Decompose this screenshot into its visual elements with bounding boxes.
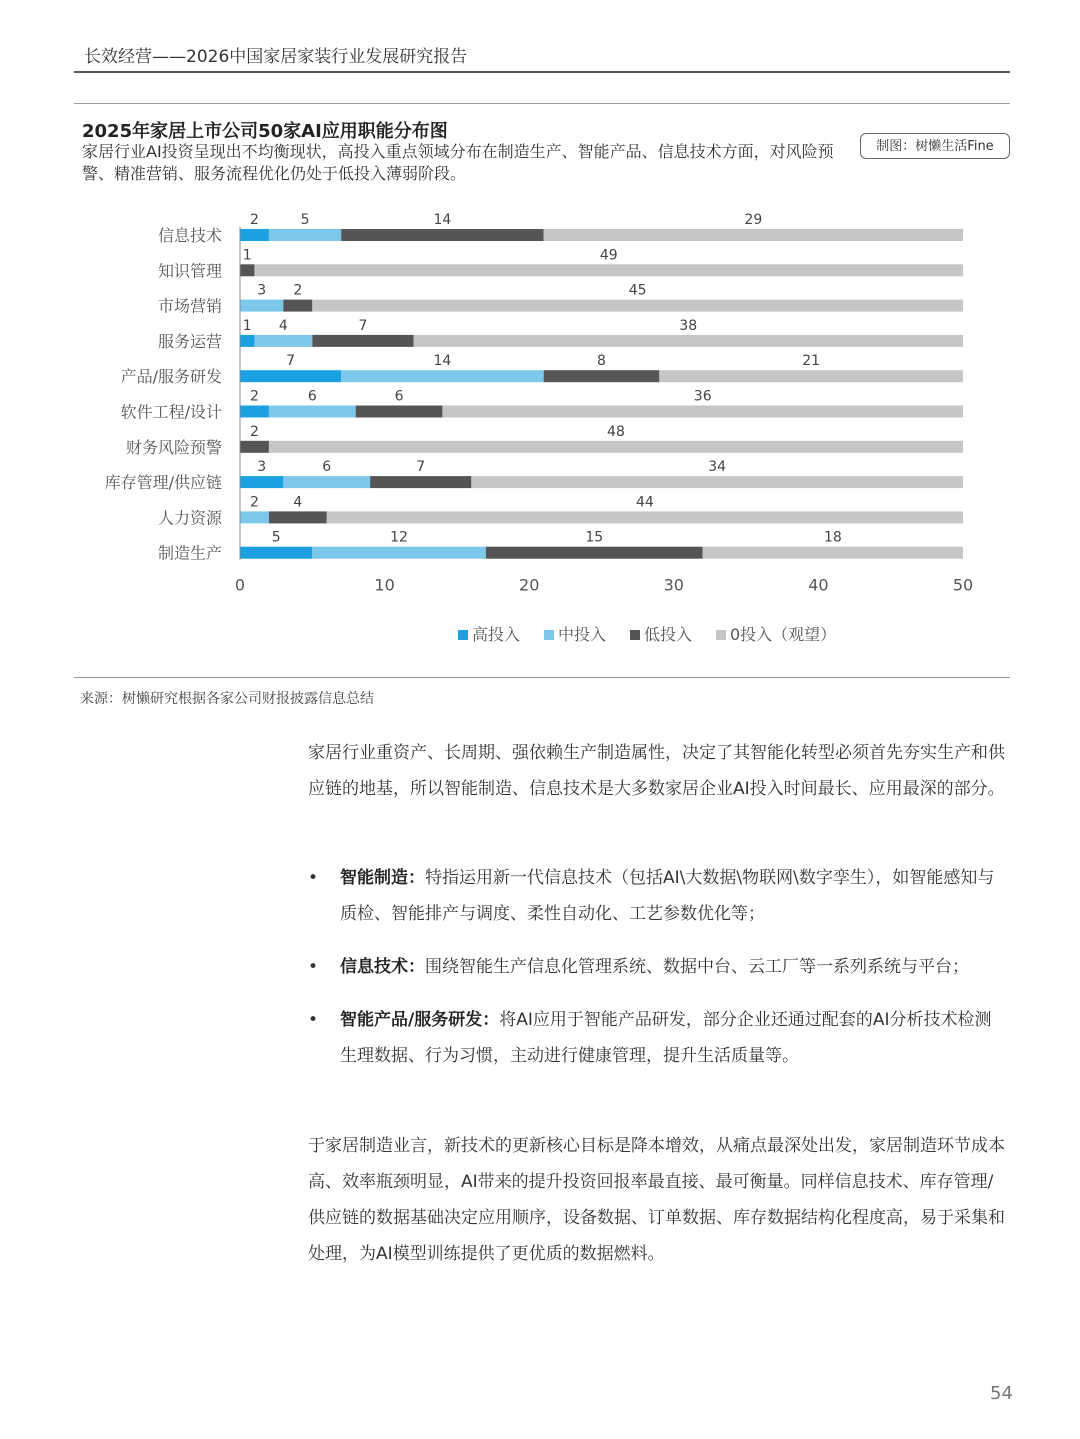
- bar-segment: [356, 406, 443, 418]
- page-number: 54: [990, 1383, 1013, 1404]
- category-label: 服务运营: [157, 331, 222, 351]
- data-label: 7: [286, 353, 296, 370]
- bar-segment: [312, 335, 413, 347]
- bar-segment: [269, 229, 341, 241]
- x-tick-label: 30: [663, 575, 684, 595]
- bar-segment: [312, 547, 486, 559]
- data-label: 7: [358, 317, 368, 334]
- data-label: 2: [249, 423, 259, 440]
- data-label: 4: [278, 317, 288, 334]
- data-label: 12: [390, 529, 408, 546]
- bar-segment: [341, 370, 543, 382]
- bar-segment: [486, 547, 703, 559]
- figure-bottom-divider: [74, 677, 1010, 678]
- legend-swatch: [716, 630, 726, 640]
- category-label: 人力资源: [157, 508, 222, 528]
- bar-segment: [283, 300, 312, 312]
- data-label: 6: [307, 388, 317, 405]
- bar-segment: [240, 300, 283, 312]
- bar-segment: [544, 229, 963, 241]
- data-label: 38: [679, 317, 698, 334]
- data-label: 14: [433, 212, 452, 228]
- data-label: 45: [628, 282, 647, 299]
- bar-segment: [414, 335, 963, 347]
- bar-segment: [240, 547, 312, 559]
- data-label: 8: [597, 353, 606, 370]
- x-tick-label: 0: [234, 575, 246, 595]
- data-label: 2: [249, 212, 259, 228]
- bullet-term: 信息技术：: [340, 957, 425, 977]
- bar-segment: [269, 441, 963, 453]
- bullet-term: 智能产品/服务研发：: [340, 1010, 500, 1030]
- bullet-item: [308, 860, 1008, 932]
- category-label: 制造生产: [157, 543, 222, 563]
- body-paragraph-1: [308, 735, 1008, 807]
- bar-segment: [341, 229, 543, 241]
- paragraph-text: 于家居制造业言，新技术的更新核心目标是降本增效，从痛点最深处出发，家居制造环节成本高、效率瓶颈明显，AI带来的提升投资回报率最直接、最可衡量。同样信息技术、库存管理/供应链的数据基础决定应用顺序，设备数据、订单数据、库存数据结构化程度高，易于采集和处理，为AI模型训练提供了更优质的数据燃料。: [308, 1136, 1005, 1264]
- category-label: 产品/服务研发: [120, 367, 222, 387]
- bar-segment: [370, 476, 471, 488]
- legend-label: 0投入（观望）: [730, 625, 837, 644]
- data-label: 1: [242, 317, 252, 334]
- data-label: 2: [249, 494, 259, 511]
- data-label: 21: [802, 353, 821, 370]
- body-paragraph-2: [308, 1128, 1008, 1272]
- bullet-dot: •: [308, 1010, 319, 1030]
- legend-label: 中投入: [558, 625, 607, 644]
- bar-segment: [240, 229, 269, 241]
- bar-segment: [240, 476, 283, 488]
- data-label: 5: [300, 212, 310, 228]
- bullet-term: 智能制造：: [340, 868, 425, 888]
- data-label: 3: [257, 282, 267, 299]
- bullet-text: 特指运用新一代信息技术（包括AI\大数据\物联网\数字孪生），如智能感知与质检、智能排产与调度、柔性自动化、工艺参数优化等；: [340, 868, 995, 924]
- report-title: 长效经营——2026中国家居家装行业发展研究报告: [84, 47, 468, 67]
- bar-segment: [312, 300, 963, 312]
- category-label: 软件工程/设计: [120, 402, 222, 422]
- bar-segment: [240, 335, 254, 347]
- bullet-text: 将AI应用于智能产品研发，部分企业还通过配套的AI分析技术检测生理数据、行为习惯，主动进行健康管理，提升生活质量等。: [340, 1010, 992, 1066]
- header-divider: [74, 71, 1010, 73]
- bar-segment: [327, 511, 963, 523]
- bar-segment: [659, 370, 963, 382]
- data-label: 49: [599, 247, 618, 264]
- bullet-item: [308, 1002, 1008, 1074]
- legend-swatch: [630, 630, 640, 640]
- data-label: 48: [607, 423, 625, 440]
- data-label: 2: [249, 388, 259, 405]
- bar-segment: [442, 406, 963, 418]
- bullet-text: 围绕智能生产信息化管理系统、数据中台、云工厂等一系列系统与平台；: [425, 957, 969, 977]
- bar-segment: [254, 335, 312, 347]
- legend-label: 高投入: [472, 625, 521, 644]
- x-tick-label: 40: [808, 575, 829, 595]
- bar-segment: [240, 264, 254, 276]
- bar-segment: [240, 511, 269, 523]
- data-label: 7: [416, 459, 426, 476]
- figure-subtitle: 家居行业AI投资呈现出不均衡现状，高投入重点领域分布在制造生产、智能产品、信息技术方面，对风险预警、精准营销、服务流程优化仍处于低投入薄弱阶段。: [82, 142, 834, 183]
- x-tick-label: 20: [519, 575, 540, 595]
- figure-title: 2025年家居上市公司50家AI应用职能分布图: [82, 121, 448, 142]
- bar-segment: [240, 370, 341, 382]
- category-label: 信息技术: [157, 226, 222, 245]
- legend-swatch: [458, 630, 468, 640]
- bar-segment: [283, 476, 370, 488]
- figure-source: 来源：树懒研究根据各家公司财报披露信息总结: [80, 691, 374, 707]
- data-label: 2: [293, 282, 303, 299]
- figure-top-divider: [74, 103, 1010, 104]
- bar-segment: [240, 406, 269, 418]
- bullet-item: [308, 949, 1008, 985]
- bullet-dot: •: [308, 868, 319, 888]
- bar-segment: [269, 406, 356, 418]
- data-label: 14: [433, 353, 452, 370]
- data-label: 15: [585, 529, 604, 546]
- legend-swatch: [544, 630, 554, 640]
- stacked-bar-chart: [0, 190, 1080, 670]
- bullet-list: [308, 860, 1008, 1091]
- data-label: 6: [394, 388, 404, 405]
- bar-segment: [254, 264, 963, 276]
- data-label: 18: [823, 529, 842, 546]
- figure-credit-badge: 制图：树懒生活Fine: [860, 133, 1010, 159]
- bar-segment: [269, 511, 327, 523]
- data-label: 44: [635, 494, 654, 511]
- legend-label: 低投入: [644, 625, 693, 644]
- data-label: 36: [693, 388, 712, 405]
- bar-segment: [544, 370, 660, 382]
- bar-segment: [240, 441, 269, 453]
- data-label: 6: [322, 459, 332, 476]
- paragraph-text: 家居行业重资产、长周期、强依赖生产制造属性，决定了其智能化转型必须首先夯实生产和供应链的地基，所以智能制造、信息技术是大多数家居企业AI投入时间最长、应用最深的部分。: [308, 743, 1005, 799]
- x-tick-label: 50: [952, 575, 974, 595]
- category-label: 市场营销: [157, 296, 222, 316]
- bullet-dot: •: [308, 957, 319, 977]
- bar-segment: [471, 476, 963, 488]
- data-label: 5: [271, 529, 281, 546]
- category-label: 知识管理: [157, 261, 222, 281]
- bar-segment: [703, 547, 963, 559]
- category-label: 财务风险预警: [125, 437, 222, 457]
- category-label: 库存管理/供应链: [104, 473, 222, 493]
- data-label: 29: [744, 212, 763, 228]
- data-label: 4: [293, 494, 303, 511]
- data-label: 1: [242, 247, 252, 264]
- data-label: 3: [257, 459, 267, 476]
- data-label: 34: [708, 459, 727, 476]
- x-tick-label: 10: [374, 575, 395, 595]
